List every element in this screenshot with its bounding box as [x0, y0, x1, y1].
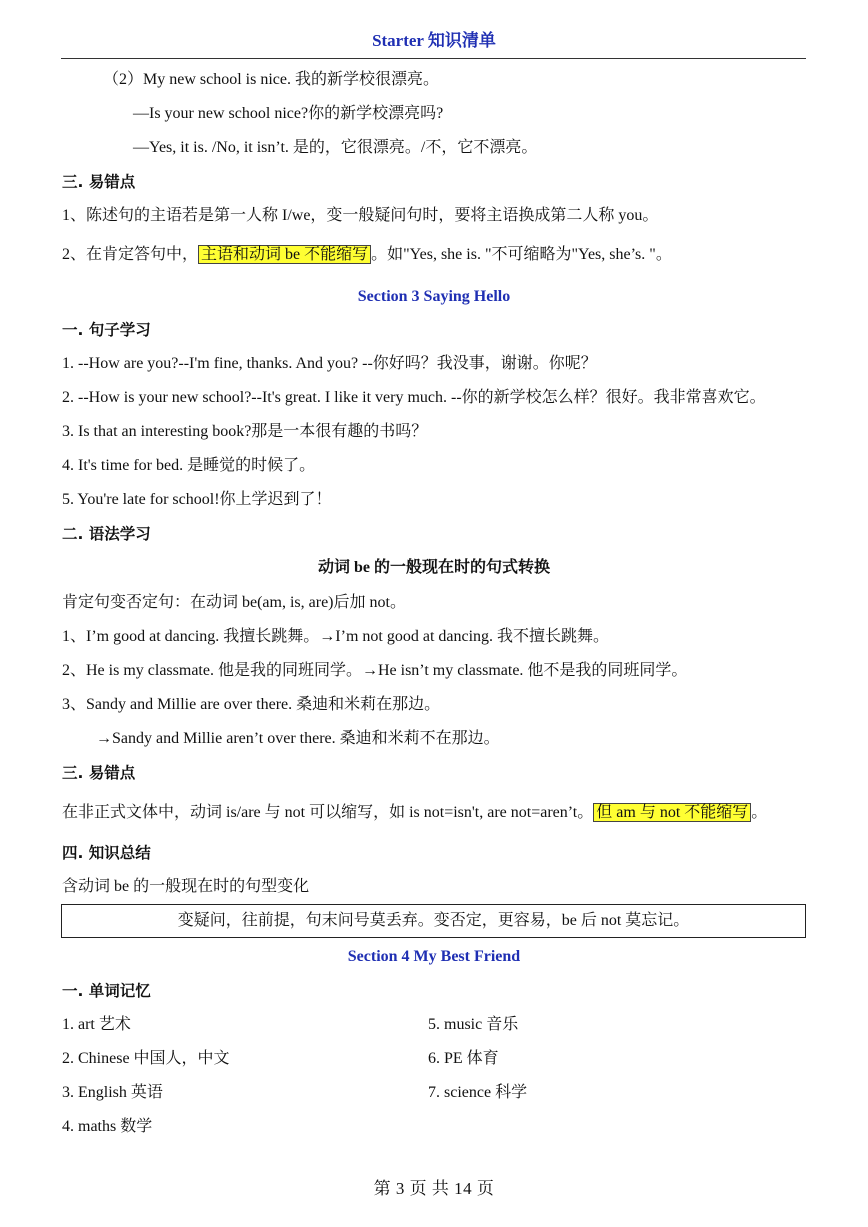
errors-item-2: [62, 244, 672, 266]
vocab-item-4: 4. maths 数学: [62, 1118, 153, 1135]
errors-item-2-prefix: 2、在肯定答句中，: [62, 246, 199, 263]
highlighted-rule-2: 但 am 与 not 不能缩写: [593, 803, 751, 822]
sentence-1: 1. --How are you?--I'm fine, thanks. And you? --你好吗？我没事，谢谢。你呢？: [62, 355, 597, 372]
page-number: 第 3 页 共 14 页: [373, 1179, 495, 1198]
grammar-item-3b: →Sandy and Millie aren’t over there. 桑迪和米莉不在那边。: [96, 730, 500, 747]
vocab-item-7: 7. science 科学: [428, 1084, 528, 1101]
vocab-item-2: 2. Chinese 中国人，中文: [62, 1050, 230, 1067]
errors-item-2-suffix: 。如"Yes, she is. "不可缩略为"Yes, she’s. "。: [371, 246, 672, 263]
vocab-item-5: 5. music 音乐: [428, 1016, 519, 1033]
highlighted-rule: 主语和动词 be 不能缩写: [198, 245, 371, 264]
grammar-item-1: 1、I’m good at dancing. 我擅长跳舞。→I’m not good at dancing. 我不擅长跳舞。: [62, 628, 610, 645]
vocab-item-3: 3. English 英语: [62, 1084, 163, 1101]
errors-heading-2: 三. 易错点: [62, 764, 136, 782]
sentence-2: 2. --How is your new school?--It's great. I like it very much. --你的新学校怎么样？很好。我非常喜欢它。: [62, 389, 766, 406]
grammar-intro: 肯定句变否定句：在动词 be(am, is, are)后加 not。: [62, 594, 406, 611]
sentence-3: 3. Is that an interesting book?那是一本很有趣的书吗？: [62, 423, 428, 440]
header-divider: [61, 58, 806, 59]
section-3-title: Section 3 Saying Hello: [357, 288, 511, 305]
errors-heading-1: 三. 易错点: [62, 173, 136, 191]
example-line-2: —Is your new school nice?你的新学校漂亮吗?: [133, 105, 444, 122]
errors-note: [62, 802, 767, 824]
sentences-heading: 一. 句子学习: [62, 321, 151, 339]
grammar-item-3: 3、Sandy and Millie are over there. 桑迪和米莉在那边。: [62, 696, 441, 713]
example-line-3: —Yes, it is. /No, it isn’t. 是的，它很漂亮。/不，它不漂亮。: [133, 139, 538, 156]
errors-item-1: 1、陈述句的主语若是第一人称 I/we，变一般疑问句时，要将主语换成第二人称 you。: [62, 207, 659, 224]
errors-note-text: 在非正式文体中，动词 is/are 与 not 可以缩写，如 is not=isn't, are not=aren’t。: [62, 804, 594, 821]
grammar-item-2: 2、He is my classmate. 他是我的同班同学。→He isn’t my classmate. 他不是我的同班同学。: [62, 662, 688, 679]
vocab-item-1: 1. art 艺术: [62, 1016, 131, 1033]
summary-heading: 四. 知识总结: [62, 844, 151, 862]
section-4-title: Section 4 My Best Friend: [347, 948, 521, 965]
summary-box: 变疑问，往前提，句末问号莫丢弃。变否定，更容易，be 后 not 莫忘记。: [61, 904, 806, 938]
errors-note-suffix: 。: [751, 804, 768, 821]
vocab-item-6: 6. PE 体育: [428, 1050, 499, 1067]
vocab-heading: 一. 单词记忆: [62, 982, 151, 1000]
grammar-heading: 二. 语法学习: [62, 525, 151, 543]
sentence-5: 5. You're late for school!你上学迟到了！: [62, 491, 332, 508]
grammar-title: 动词 be 的一般现在时的句式转换: [317, 559, 550, 576]
example-line-1: （2）My new school is nice. 我的新学校很漂亮。: [103, 71, 439, 88]
sentence-4: 4. It's time for bed. 是睡觉的时候了。: [62, 457, 316, 474]
summary-intro: 含动词 be 的一般现在时的句型变化: [62, 878, 310, 895]
page-header-title: Starter 知识清单: [372, 31, 496, 50]
